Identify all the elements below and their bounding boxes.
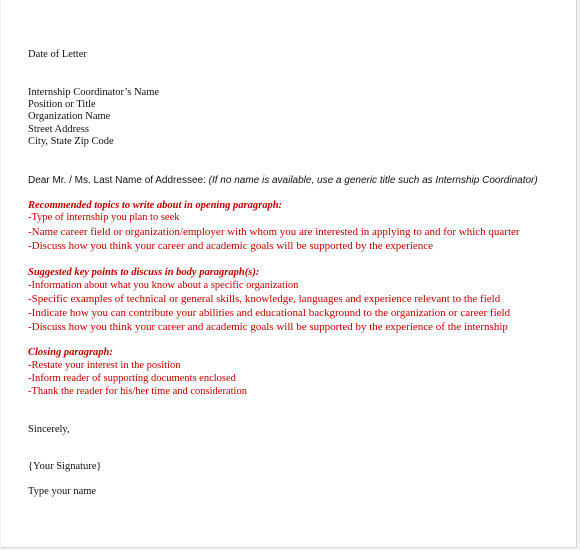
- recipient-street-line: Street Address: [28, 124, 89, 135]
- closing-item: -Inform reader of supporting documents enclosed: [28, 373, 236, 384]
- sign-off: Sincerely,: [28, 424, 70, 435]
- opening-item: -Discuss how you think your career and academic goals will be supported by the experience: [28, 240, 434, 252]
- signature-placeholder: {Your Signature}: [28, 461, 102, 472]
- opening-item: -Name career field or organization/employer with whom you are interested in applying to and for which quarter: [28, 226, 520, 238]
- opening-item: -Type of internship you plan to seek: [28, 212, 180, 223]
- recipient-name-line: Internship Coordinator’s Name: [28, 87, 160, 98]
- body-item: -Indicate how you can contribute your abilities and educational background to the organization or career field: [28, 307, 511, 319]
- closing-heading: Closing paragraph:: [28, 347, 113, 358]
- closing-item: -Thank the reader for his/her time and consideration: [28, 386, 247, 397]
- typed-name: Type your name: [28, 486, 97, 497]
- body-item: -Discuss how you think your career and academic goals will be supported by the experience of the internship: [28, 321, 508, 333]
- salutation: [28, 175, 538, 187]
- opening-heading: Recommended topics to write about in opening paragraph:: [28, 200, 283, 211]
- closing-item: -Restate your interest in the position: [28, 360, 181, 371]
- document-page: [1, 0, 577, 548]
- body-item: -Specific examples of technical or general skills, knowledge, languages and experience relevant to the field: [28, 293, 501, 305]
- salutation-note: (If no name is available, use a generic title such as Internship Coordinator): [208, 175, 538, 186]
- recipient-organization-line: Organization Name: [28, 111, 111, 122]
- body-item: -Information about what you know about a specific organization: [28, 280, 299, 291]
- salutation-text: Dear Mr. / Ms. Last Name of Addressee:: [28, 175, 209, 186]
- recipient-title-line: Position or Title: [28, 99, 96, 110]
- recipient-city-line: City, State Zip Code: [28, 136, 114, 147]
- date-line: Date of Letter: [28, 49, 87, 60]
- body-heading: Suggested key points to discuss in body paragraph(s):: [28, 267, 260, 278]
